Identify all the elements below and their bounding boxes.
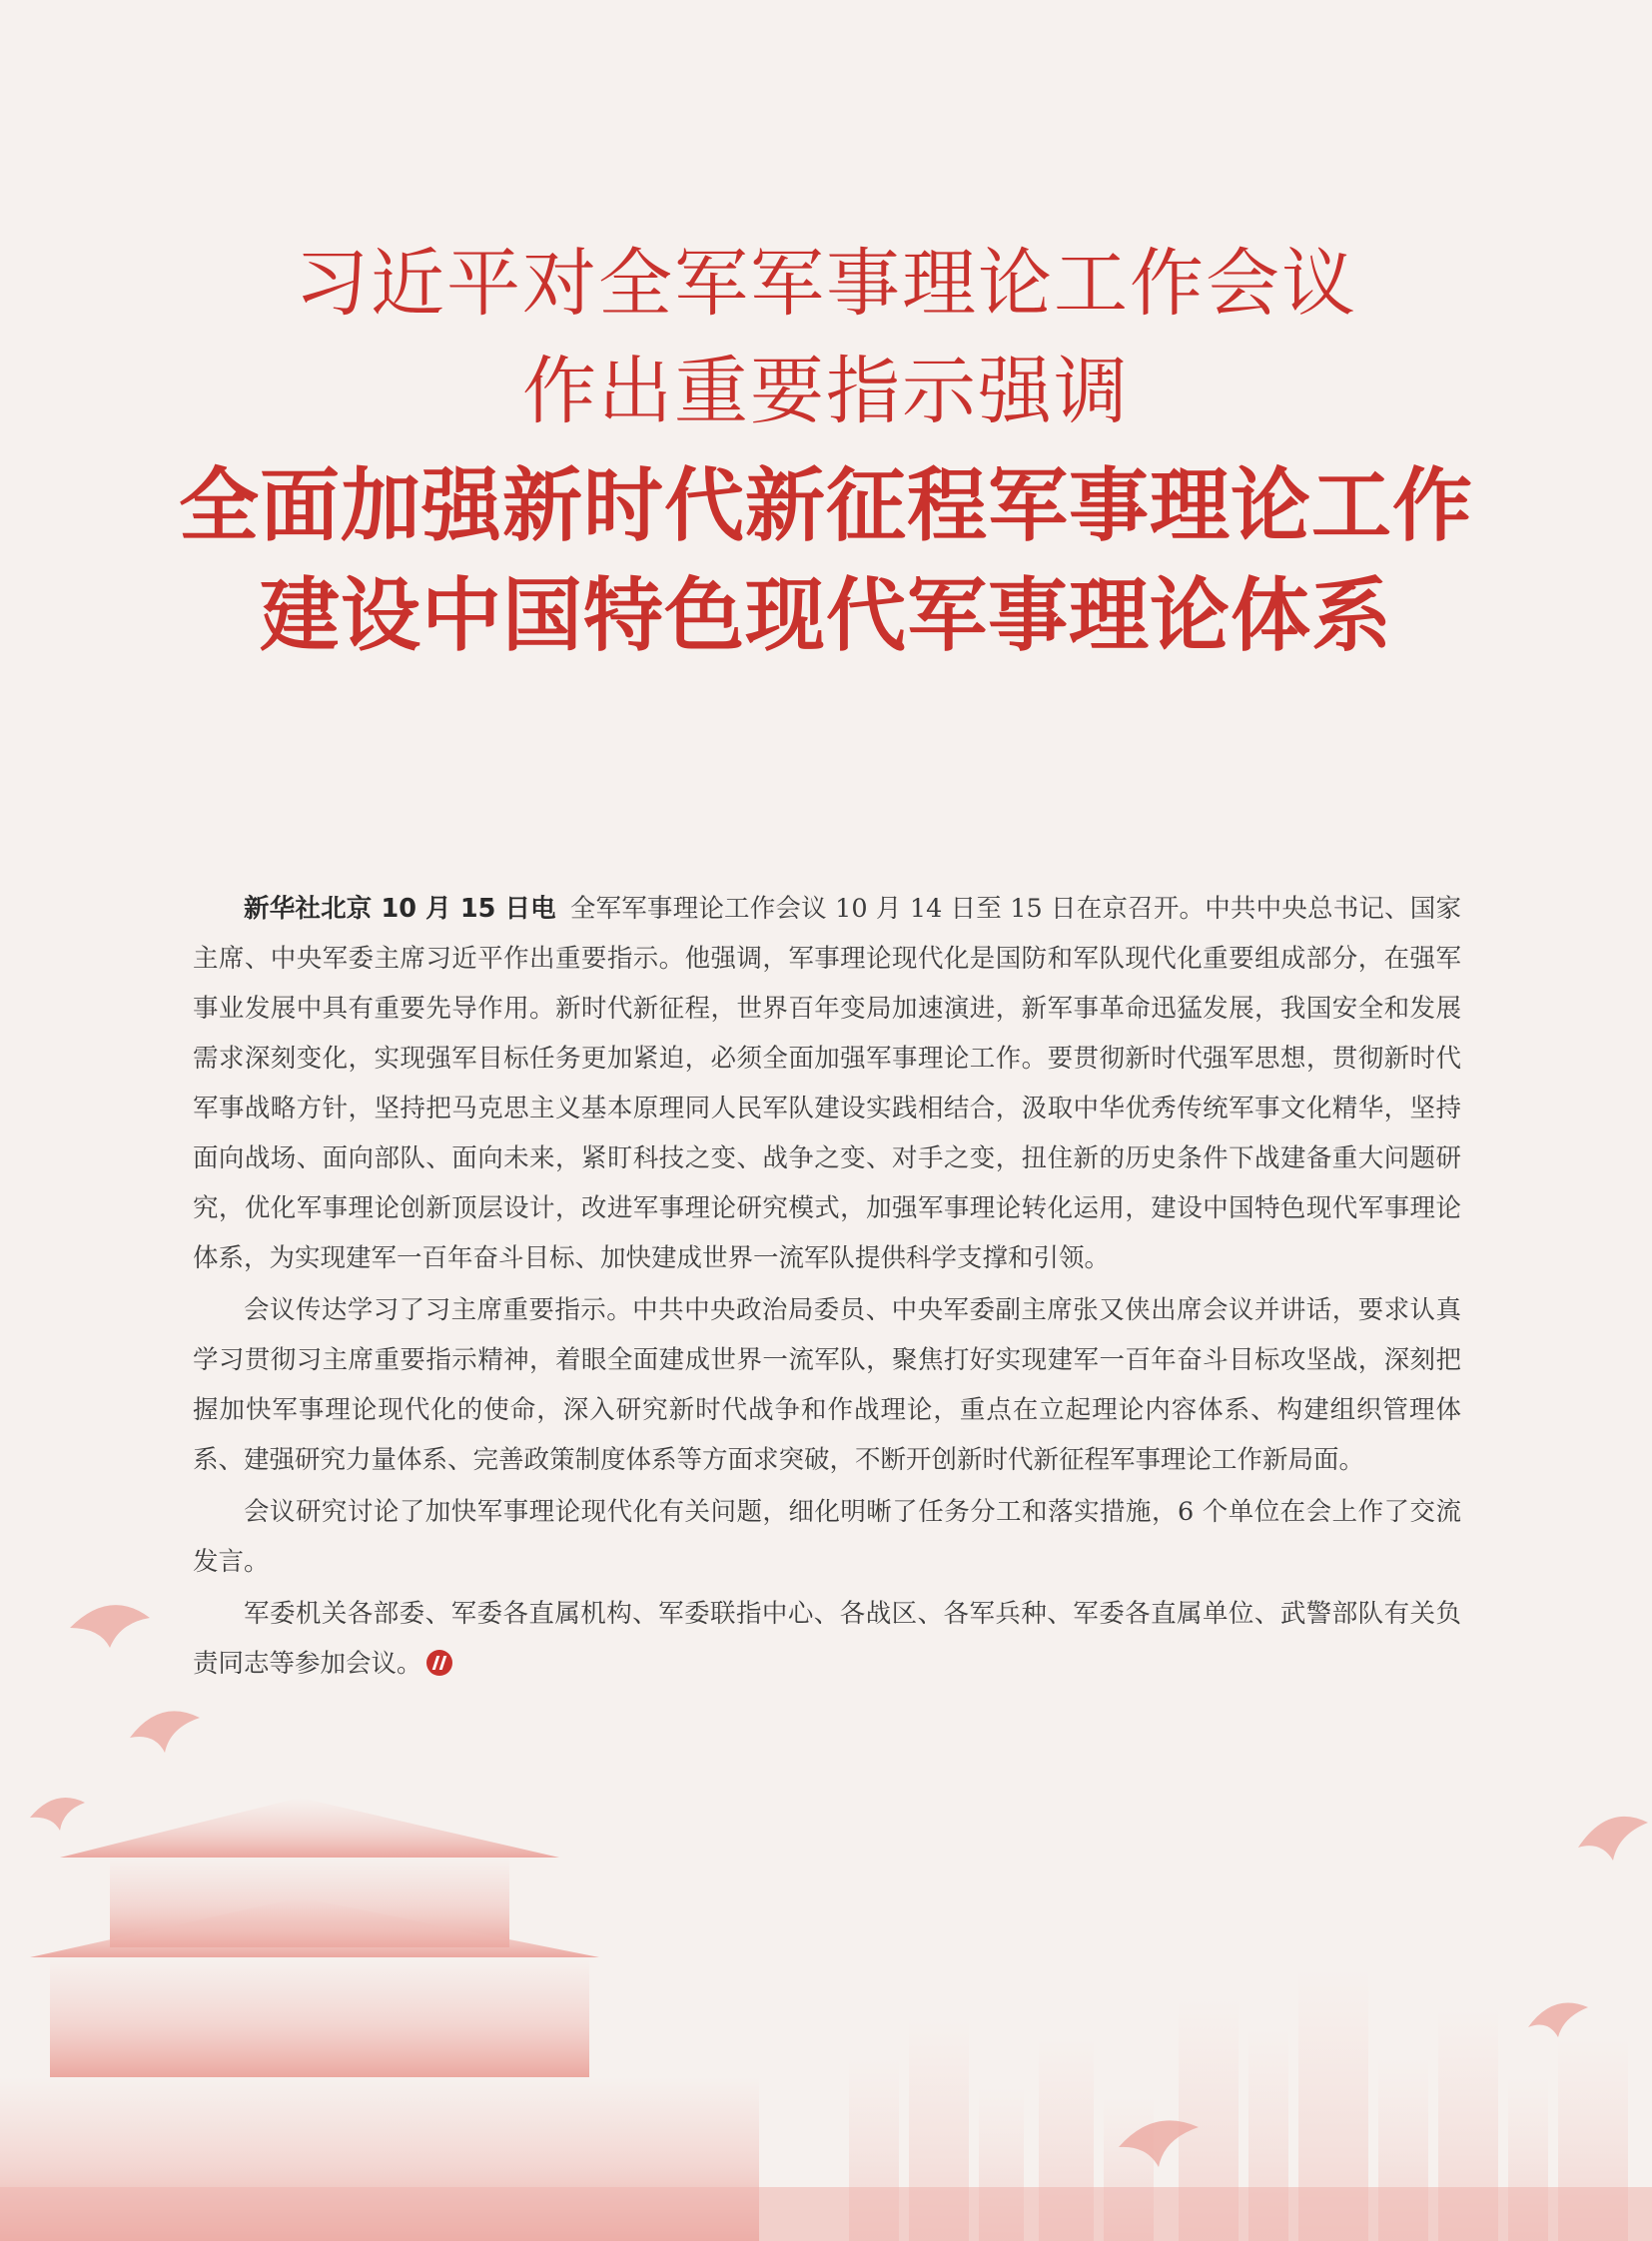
- headline-subtitle-line-1: 习近平对全军军事理论工作会议: [295, 241, 1357, 327]
- article-paragraph: [193, 884, 1461, 1283]
- dateline: 新华社北京 10 月 15 日电: [244, 894, 556, 924]
- paragraph-text: 军委机关各部委、军委各直属机构、军委联指中心、各战区、各军兵种、军委各直属单位、武警部队有关负责同志等参加会议。: [193, 1599, 1461, 1679]
- gate-tower: [0, 1798, 759, 2241]
- article-body: [193, 884, 1461, 1691]
- paragraph-text: 全军军事理论工作会议 10 月 14 日至 15 日在京召开。中共中央总书记、国家主席、中央军委主席习近平作出重要指示。他强调，军事理论现代化是国防和军队现代化重要组成部分，在强军事业发展中具有重要先导作用。新时代新征程，世界百年变局加速演进，新军事革命迅猛发展，我国安全和发展需求深刻变化，实现强军目标任务更加紧迫，必须全面加强军事理论工作。要贯彻新时代强军思想，贯彻新时代军事战略方针，坚持把马克思主义基本原理同人民军队建设实践相结合，汲取中华优秀传统军事文化精华，坚持面向战场、面向部队、面向未来，紧盯科技之变、战争之变、对手之变，扭住新的历史条件下战建备重大问题研究，优化军事理论创新顶层设计，改进军事理论研究模式，加强军事理论转化运用，建设中国特色现代军事理论体系，为实现建军一百年奋斗目标、加快建成世界一流军队提供科学支撑和引领。: [193, 894, 1461, 1273]
- article-header: [0, 230, 1652, 671]
- headline-subtitle-line-2: 作出重要指示强调: [522, 349, 1130, 434]
- article-paragraph: 会议传达学习了习主席重要指示。中共中央政治局委员、中央军委副主席张又侠出席会议并讲话，要求认真学习贯彻习主席重要指示精神，着眼全面建成世界一流军队，聚焦打好实现建军一百年奋斗目标攻坚战，深刻把握加快军事理论现代化的使命，深入研究新时代战争和作战理论，重点在立起理论内容体系、构建组织管理体系、建强研究力量体系、完善政策制度体系等方面求突破，不断开创新时代新征程军事理论工作新局面。: [193, 1295, 1461, 1475]
- article-paragraph: [193, 1589, 1461, 1689]
- headline-title-line-2: 建设中国特色现代军事理论体系: [260, 569, 1392, 662]
- headline-title-line-1: 全面加强新时代新征程军事理论工作: [179, 459, 1473, 552]
- end-mark-icon: [426, 1650, 452, 1676]
- article-paragraph: 会议研究讨论了加快军事理论现代化有关问题，细化明晰了任务分工和落实措施，6 个单位在会上作了交流发言。: [193, 1497, 1461, 1577]
